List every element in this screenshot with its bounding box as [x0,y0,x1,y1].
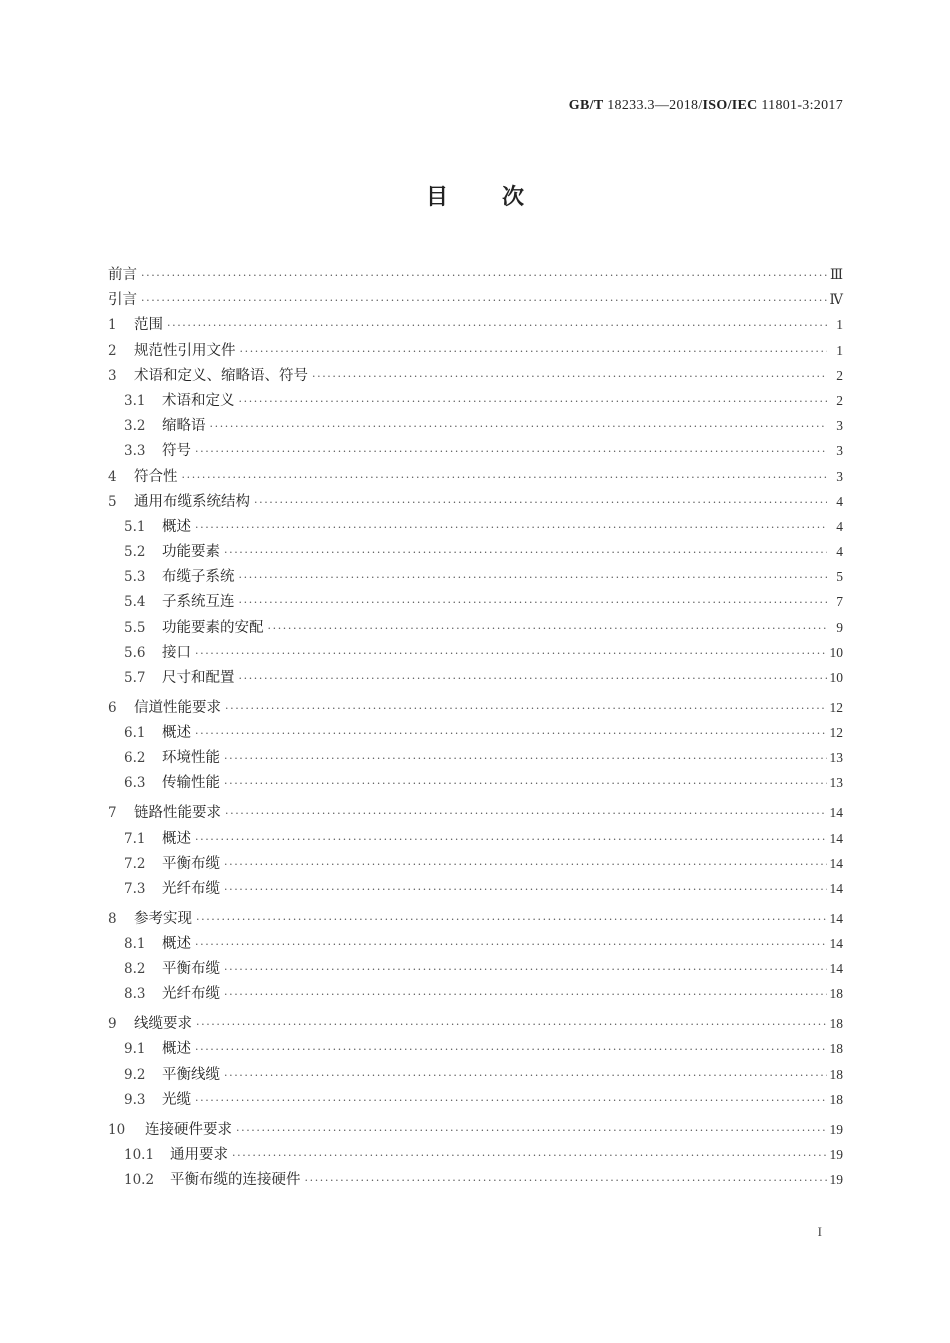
toc-dot-leader [239,565,828,590]
toc-entry-number: 7 [108,805,117,822]
toc-dot-leader [195,515,827,540]
toc-entry-label: 平衡布缆的连接硬件 [170,1172,301,1188]
toc-entry[interactable] [108,489,843,514]
toc-entry[interactable] [108,800,843,825]
header-code-part3: ISO/IEC [702,98,758,113]
toc-entry-number: 7.3 [124,880,146,897]
toc-entry-label: 布缆子系统 [162,569,235,586]
toc-entry-page: Ⅳ [829,292,843,308]
toc-dot-leader [195,721,827,746]
toc-entry-label: 光纤布缆 [162,986,220,1003]
toc-entry-number: 3.3 [124,443,146,460]
toc-entry[interactable] [108,695,843,720]
toc-entry-label: 参考实现 [134,910,192,927]
toc-entry-number: 9.3 [124,1091,146,1108]
toc-entry-page: 18 [829,1066,843,1082]
toc-entry-page: 14 [829,830,843,846]
toc-entry-number: 5.2 [124,544,146,561]
toc-entry[interactable] [108,826,843,851]
toc-entry[interactable] [108,1117,843,1142]
toc-entry-label: 子系统互连 [162,594,235,611]
toc-entry-number: 5.5 [124,619,146,636]
toc-dot-leader [196,907,827,932]
toc-entry[interactable] [108,413,843,438]
toc-entry[interactable] [108,1142,843,1167]
toc-entry-number: 6.3 [124,775,146,792]
toc-entry-number: 3.2 [124,418,146,435]
toc-entry-page: 1 [836,317,843,333]
page-title [0,180,950,211]
toc-entry-label: 概述 [162,725,191,742]
toc-entry[interactable] [108,464,843,489]
toc-entry[interactable] [108,615,843,640]
toc-entry-page: 14 [829,910,843,926]
toc-entry[interactable] [108,262,843,287]
toc-entry-page: 1 [836,342,843,358]
toc-dot-leader [210,414,828,439]
toc-entry[interactable] [108,640,843,665]
toc-entry-label: 引言 [108,292,137,309]
toc-dot-leader [232,1143,827,1168]
toc-dot-leader [195,932,827,957]
toc-entry[interactable] [108,287,843,312]
toc-dot-leader [141,288,827,313]
toc-entry-number: 5.3 [124,569,146,586]
toc-entry-number: 7.2 [124,855,146,872]
toc-dot-leader [268,616,828,641]
toc-entry[interactable] [108,1087,843,1112]
table-of-contents [108,262,843,1192]
toc-dot-leader [167,313,827,338]
toc-entry[interactable] [108,438,843,463]
toc-dot-leader [195,1088,827,1113]
toc-entry[interactable] [108,1011,843,1036]
toc-dot-leader [195,641,827,666]
toc-entry-label: 概述 [162,935,191,952]
toc-entry-number: 3.1 [124,392,146,409]
toc-entry-page: 14 [829,805,843,821]
toc-entry-page: 10 [829,670,843,685]
toc-entry-number: 4 [108,468,117,485]
toc-dot-leader [224,852,827,877]
toc-entry-label: 信道性能要求 [134,699,221,716]
toc-entry-label: 符合性 [134,468,178,485]
toc-entry-page: 18 [829,1091,843,1107]
toc-entry-number: 10 [108,1121,126,1138]
toc-entry[interactable] [108,1062,843,1087]
toc-entry-number: 5.1 [124,518,146,535]
toc-entry-page: 14 [829,935,843,951]
toc-entry-label: 光纤布缆 [162,880,220,897]
toc-dot-leader [236,1118,827,1143]
toc-entry[interactable] [108,1036,843,1061]
toc-entry-page: 13 [829,750,843,766]
toc-entry-page: 5 [836,569,843,585]
toc-dot-leader [312,364,827,389]
toc-entry-page: 18 [829,1041,843,1057]
toc-entry-label: 通用要求 [170,1146,228,1163]
toc-entry-number: 6.2 [124,750,146,767]
toc-entry[interactable] [108,720,843,745]
toc-dot-leader [240,339,828,364]
toc-dot-leader [182,465,828,490]
toc-entry[interactable] [108,876,843,901]
toc-entry[interactable] [108,363,843,388]
toc-entry-label: 术语和定义、缩略语、符号 [134,367,308,384]
toc-entry-label: 前言 [108,267,137,283]
toc-entry-number: 2 [108,342,117,359]
toc-entry-page: 3 [836,443,843,459]
toc-dot-leader [224,1063,827,1088]
toc-dot-leader [195,827,827,852]
toc-entry-label: 概述 [162,518,191,535]
toc-dot-leader [254,490,827,515]
toc-entry-label: 光缆 [162,1091,191,1108]
toc-dot-leader [196,1012,827,1037]
toc-entry-number: 5.4 [124,594,146,611]
toc-entry-number: 1 [108,317,117,334]
toc-entry-label: 传输性能 [162,775,220,792]
toc-entry-label: 尺寸和配置 [162,670,235,686]
toc-entry-label: 平衡布缆 [162,855,220,872]
toc-entry-page: 9 [836,619,843,635]
toc-entry-label: 功能要素的安配 [162,619,264,636]
toc-entry[interactable] [108,589,843,614]
toc-entry-label: 连接硬件要求 [145,1121,232,1138]
toc-entry-page: 2 [836,392,843,408]
toc-entry-number: 5 [108,493,117,510]
toc-entry[interactable] [108,665,843,690]
toc-entry-label: 缩略语 [162,418,206,435]
toc-entry-label: 概述 [162,830,191,847]
toc-dot-leader [239,389,828,414]
toc-entry-number: 8 [108,910,117,927]
toc-entry-page: 13 [829,775,843,791]
toc-dot-leader [224,540,827,565]
toc-entry-page: 19 [829,1172,843,1187]
toc-dot-leader [239,666,828,691]
toc-entry-label: 接口 [162,644,191,661]
toc-entry-page: Ⅲ [829,267,843,282]
toc-entry[interactable] [108,539,843,564]
toc-entry-label: 通用布缆系统结构 [134,493,250,510]
toc-entry-page: 19 [829,1146,843,1162]
toc-entry-page: 4 [836,544,843,560]
toc-entry-page: 10 [829,644,843,660]
toc-entry-label: 平衡线缆 [162,1066,220,1083]
toc-entry[interactable] [108,514,843,539]
toc-entry[interactable] [108,388,843,413]
toc-entry-page: 12 [829,699,843,715]
toc-entry[interactable] [108,770,843,795]
toc-entry-number: 10.2 [124,1172,155,1188]
toc-entry-number: 9 [108,1016,117,1033]
toc-entry[interactable] [108,338,843,363]
toc-entry-label: 功能要素 [162,544,220,561]
toc-entry[interactable] [108,564,843,589]
toc-entry-number: 6 [108,699,117,716]
toc-entry-page: 14 [829,855,843,871]
toc-dot-leader [224,746,827,771]
toc-entry[interactable] [108,1167,843,1192]
toc-entry[interactable] [108,981,843,1006]
toc-entry[interactable] [108,906,843,931]
toc-entry[interactable] [108,956,843,981]
toc-entry-label: 规范性引用文件 [134,342,236,359]
toc-entry-label: 平衡布缆 [162,961,220,978]
toc-dot-leader [224,877,827,902]
toc-entry-number: 6.1 [124,725,146,742]
toc-entry-number: 5.7 [124,670,146,686]
toc-entry-number: 7.1 [124,830,146,847]
toc-dot-leader [224,982,827,1007]
toc-entry-page: 4 [836,493,843,509]
toc-entry-number: 9.1 [124,1041,146,1058]
header-code-part2: 18233.3—2018/ [603,98,703,113]
toc-entry-number: 8.2 [124,961,146,978]
toc-entry-label: 概述 [162,1041,191,1058]
toc-dot-leader [305,1168,828,1193]
toc-entry-page: 18 [829,986,843,1002]
toc-entry[interactable] [108,851,843,876]
toc-dot-leader [225,696,827,721]
toc-entry-page: 14 [829,961,843,977]
toc-dot-leader [195,439,827,464]
toc-entry-number: 8.3 [124,986,146,1003]
toc-entry-label: 符号 [162,443,191,460]
toc-entry-number: 10.1 [124,1146,155,1163]
toc-entry-page: 2 [836,367,843,383]
toc-entry-label: 范围 [134,317,163,334]
toc-entry-page: 3 [836,468,843,484]
toc-entry-page: 3 [836,418,843,434]
toc-entry-page: 14 [829,880,843,896]
toc-entry-label: 线缆要求 [134,1016,192,1033]
toc-entry[interactable] [108,931,843,956]
header-code-part1: GB/T [568,98,604,113]
toc-dot-leader [224,957,827,982]
header-code-part4: 11801-3:2017 [757,98,843,113]
toc-dot-leader [195,1037,827,1062]
toc-entry-page: 18 [829,1016,843,1032]
toc-entry-number: 5.6 [124,644,146,661]
toc-dot-leader [239,590,828,615]
page-number-footer: I [817,1224,822,1239]
toc-entry-number: 9.2 [124,1066,146,1083]
toc-entry-number: 3 [108,367,117,384]
toc-dot-leader [224,771,827,796]
title-char-1: 目 [425,184,448,210]
toc-entry-number: 8.1 [124,935,146,952]
toc-dot-leader [141,263,827,288]
toc-dot-leader [225,801,827,826]
document-code-header [569,98,843,114]
toc-entry-label: 术语和定义 [162,392,235,409]
toc-entry-page: 19 [829,1121,843,1137]
toc-entry-page: 4 [836,518,843,534]
toc-entry-page: 7 [836,594,843,610]
title-char-2: 次 [502,184,525,210]
toc-entry[interactable] [108,745,843,770]
toc-entry-page: 12 [829,725,843,741]
toc-entry-label: 环境性能 [162,750,220,767]
toc-entry-label: 链路性能要求 [134,805,221,822]
toc-entry[interactable] [108,312,843,337]
